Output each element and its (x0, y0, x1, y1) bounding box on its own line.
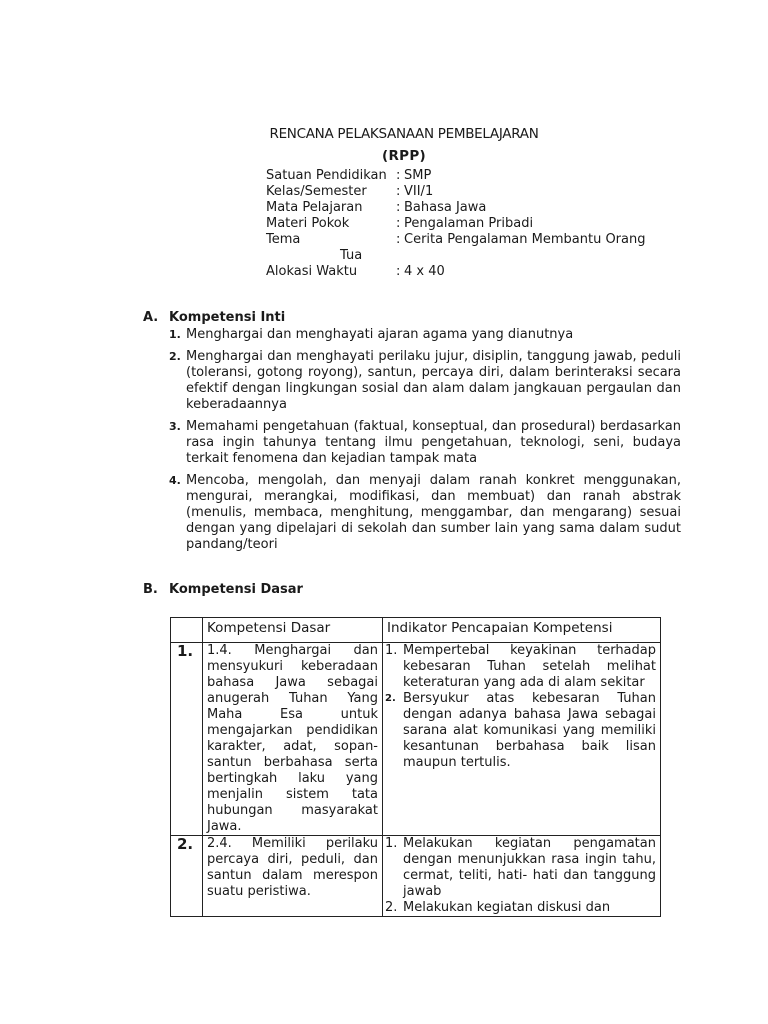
document-subtitle: (RPP) (381, 148, 427, 164)
list-text: Mencoba, mengolah, dan menyaji dalam ranah konkret menggunakan, mengurai, merangkai, modifikasi, dan membuat) dan ranah abstrak (menulis, membaca, menghitung, menggambar, dan mengarang) sesuai dengan yang dipelajari di sekolah dan sumber lain yang sama dalam sudut pandang/teori (186, 473, 681, 552)
list-number: 3. (169, 420, 181, 433)
header-cell-ipk: Indikator Pencapaian Kompetensi (383, 618, 661, 643)
indicator-text: Melakukan kegiatan diskusi dan (403, 900, 611, 915)
indicator-number: 1. (385, 836, 398, 851)
meta-label: Satuan Pendidikan (266, 168, 387, 183)
header-cell-number (171, 618, 203, 643)
section-title: Kompetensi Dasar (169, 582, 303, 597)
indicator-cell (383, 836, 661, 917)
indicator-item (383, 643, 656, 691)
kd-cell: 2.4. Memiliki perilaku percaya diri, peduli, dan santun dalam merespon suatu peristiwa. (203, 836, 383, 917)
meta-label: Alokasi Waktu (266, 264, 358, 279)
list-item (169, 327, 681, 343)
meta-value: Cerita Pengalaman Membantu Orang (404, 232, 646, 247)
table-row (171, 836, 661, 917)
list-number: 1. (169, 328, 181, 341)
list-number: 4. (169, 474, 181, 487)
section-heading-a (143, 310, 285, 326)
indicator-text: Bersyukur atas kebesaran Tuhan dengan adanya bahasa Jawa sebagai sarana alat komunikasi yang memiliki kesantunan berbahasa baik lisan maupun tertulis. (403, 691, 656, 770)
section-title: Kompetensi Inti (169, 310, 286, 325)
section-letter: A. (143, 310, 159, 325)
indicator-cell (383, 643, 661, 836)
list-text: Memahami pengetahuan (faktual, konseptual, dan prosedural) berdasarkan rasa ingin tahunya tentang ilmu pengetahuan, teknologi, seni, budaya terkait fenomena dan kejadian tampak mata (186, 419, 681, 466)
meta-value: SMP (404, 168, 432, 183)
meta-label: Kelas/Semester (266, 184, 367, 199)
table-header-row (171, 618, 661, 643)
list-text: Menghargai dan menghayati perilaku jujur, disiplin, tanggung jawab, peduli (toleransi, gotong royong), santun, percaya diri, dalam berinteraksi secara efektif dengan lingkungan sosial dan alam dalam jangkauan pergaulan dan keberadaannya (186, 349, 681, 412)
indicator-number: 2. (385, 693, 396, 704)
meta-value: 4 x 40 (404, 264, 445, 279)
indicator-item (383, 900, 656, 916)
list-number: 2. (169, 350, 181, 363)
indicator-text: Melakukan kegiatan pengamatan dengan menunjukkan rasa ingin tahu, cermat, teliti, hati- hati dan tanggung jawab (403, 836, 656, 899)
indicator-number: 2. (385, 900, 398, 915)
kd-cell: 1.4. Menghargai dan mensyukuri keberadaan bahasa Jawa sebagai anugerah Tuhan Yang Maha Esa untuk mengajarkan pendidikan karakter, adat, sopan-santun berbahasa serta bertingkah laku yang menjalin sistem tata hubungan masyarakat Jawa. (203, 643, 383, 836)
meta-value: VII/1 (404, 184, 434, 199)
meta-value: Pengalaman Pribadi (404, 216, 534, 231)
kompetensi-inti-list (169, 327, 681, 559)
meta-value-continuation: Tua (340, 248, 363, 263)
meta-label: Mata Pelajaran (266, 200, 363, 215)
indicator-item (383, 691, 656, 771)
row-number: 1. (171, 643, 203, 836)
section-letter: B. (143, 582, 158, 597)
indicator-number: 1. (385, 643, 398, 658)
indicator-text: Mempertebal keyakinan terhadap kebesaran Tuhan setelah melihat keteraturan yang ada di alam sekitar (403, 643, 656, 690)
list-item (169, 419, 681, 467)
meta-label: Materi Pokok (266, 216, 350, 231)
indicator-item (383, 836, 656, 900)
list-item (169, 349, 681, 413)
section-heading-b (143, 582, 303, 598)
table-row (171, 643, 661, 836)
document-title: RENCANA PELAKSANAAN PEMBELAJARAN (269, 126, 539, 142)
meta-label: Tema (266, 232, 301, 247)
header-cell-kd: Kompetensi Dasar (203, 618, 383, 643)
list-item (169, 473, 681, 553)
kompetensi-dasar-table (170, 617, 661, 917)
row-number: 2. (171, 836, 203, 917)
list-text: Menghargai dan menghayati ajaran agama yang dianutnya (186, 327, 574, 342)
meta-value: Bahasa Jawa (404, 200, 487, 215)
